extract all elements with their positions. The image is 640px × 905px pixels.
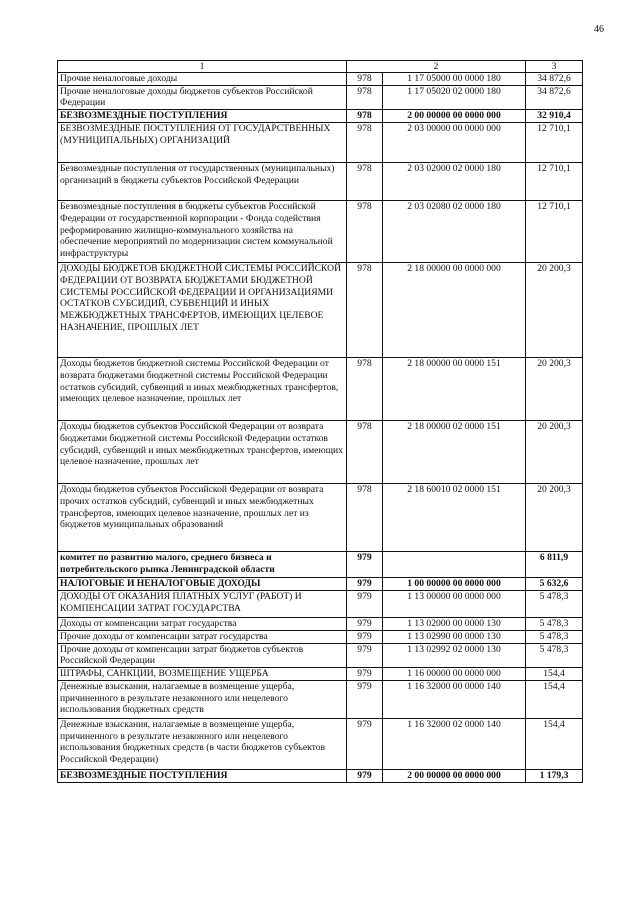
row-amount: 1 179,3 bbox=[526, 769, 583, 782]
header-col-2: 2 bbox=[347, 61, 526, 73]
row-name: БЕЗВОЗМЕЗДНЫЕ ПОСТУПЛЕНИЯ bbox=[58, 769, 347, 782]
row-admin-code: 979 bbox=[347, 552, 383, 578]
row-admin-code: 979 bbox=[347, 630, 383, 643]
row-name: Денежные взыскания, налагаемые в возмещение ущерба, причиненного в результате незаконного или нецелевого использования бюджетных средств (в части бюджетов субъектов Российской Федерации) bbox=[58, 718, 347, 769]
row-name: Прочие доходы от компенсации затрат бюджетов субъектов Российской Федерации bbox=[58, 643, 347, 667]
row-amount: 20 200,3 bbox=[526, 484, 583, 552]
row-amount: 5 478,3 bbox=[526, 630, 583, 643]
row-amount: 20 200,3 bbox=[526, 358, 583, 421]
row-name: Доходы бюджетов субъектов Российской Федерации от возврата бюджетами бюджетной системы Российской Федерации остатков субсидий, субвенций и иных межбюджетных трансфертов, имеющих целевое назначение, прошлых лет bbox=[58, 421, 347, 484]
row-amount: 20 200,3 bbox=[526, 263, 583, 358]
table-row bbox=[58, 163, 583, 201]
row-budget-code: 1 16 00000 00 0000 000 bbox=[383, 667, 526, 680]
row-budget-code: 2 03 00000 00 0000 000 bbox=[383, 123, 526, 163]
row-budget-code: 1 13 02000 00 0000 130 bbox=[383, 618, 526, 631]
row-admin-code: 978 bbox=[347, 110, 383, 123]
table-header-row bbox=[58, 61, 583, 73]
row-budget-code: 2 03 02000 02 0000 180 bbox=[383, 163, 526, 201]
row-admin-code: 979 bbox=[347, 578, 383, 591]
row-amount: 32 910,4 bbox=[526, 110, 583, 123]
row-budget-code: 1 16 32000 02 0000 140 bbox=[383, 718, 526, 769]
row-admin-code: 978 bbox=[347, 85, 383, 109]
row-amount: 5 478,3 bbox=[526, 643, 583, 667]
row-admin-code: 978 bbox=[347, 73, 383, 86]
row-budget-code: 2 03 02080 02 0000 180 bbox=[383, 201, 526, 263]
row-admin-code: 979 bbox=[347, 667, 383, 680]
row-budget-code: 2 18 00000 00 0000 000 bbox=[383, 263, 526, 358]
row-amount: 5 478,3 bbox=[526, 618, 583, 631]
table-row bbox=[58, 630, 583, 643]
row-budget-code: 1 13 00000 00 0000 000 bbox=[383, 591, 526, 618]
table-row bbox=[58, 201, 583, 263]
row-amount: 5 478,3 bbox=[526, 591, 583, 618]
table-row bbox=[58, 680, 583, 718]
row-admin-code: 979 bbox=[347, 680, 383, 718]
row-admin-code: 979 bbox=[347, 618, 383, 631]
table-row bbox=[58, 484, 583, 552]
row-budget-code: 2 18 00000 02 0000 151 bbox=[383, 421, 526, 484]
row-budget-code: 2 18 00000 00 0000 151 bbox=[383, 358, 526, 421]
row-name: Прочие доходы от компенсации затрат государства bbox=[58, 630, 347, 643]
row-name: Прочие неналоговые доходы бюджетов субъектов Российской Федерации bbox=[58, 85, 347, 109]
row-amount: 34 872,6 bbox=[526, 73, 583, 86]
row-budget-code: 1 17 05020 02 0000 180 bbox=[383, 85, 526, 109]
row-amount: 6 811,9 bbox=[526, 552, 583, 578]
row-admin-code: 978 bbox=[347, 421, 383, 484]
row-name: Безвозмездные поступления в бюджеты субъектов Российской Федерации от государственной корпорации - Фонда содействия реформированию жилищно-коммунального хозяйства на обеспечение мероприятий по модернизации систем коммунальной инфраструктуры bbox=[58, 201, 347, 263]
row-amount: 154,4 bbox=[526, 718, 583, 769]
row-admin-code: 978 bbox=[347, 123, 383, 163]
table-row bbox=[58, 263, 583, 358]
row-admin-code: 979 bbox=[347, 643, 383, 667]
table-row bbox=[58, 718, 583, 769]
row-name: БЕЗВОЗМЕЗДНЫЕ ПОСТУПЛЕНИЯ bbox=[58, 110, 347, 123]
row-name: ДОХОДЫ БЮДЖЕТОВ БЮДЖЕТНОЙ СИСТЕМЫ РОССИЙСКОЙ ФЕДЕРАЦИИ ОТ ВОЗВРАТА БЮДЖЕТАМИ БЮДЖЕТНОЙ СИСТЕМЫ РОССИЙСКОЙ ФЕДЕРАЦИИ И ОРГАНИЗАЦИЯМИ ОСТАТКОВ СУБСИДИЙ, СУБВЕНЦИЙ И ИНЫХ МЕЖБЮДЖЕТНЫХ ТРАНСФЕРТОВ, ИМЕЮЩИХ ЦЕЛЕВОЕ НАЗНАЧЕНИЕ, ПРОШЛЫХ ЛЕТ bbox=[58, 263, 347, 358]
row-admin-code: 978 bbox=[347, 263, 383, 358]
row-admin-code: 979 bbox=[347, 769, 383, 782]
row-amount: 20 200,3 bbox=[526, 421, 583, 484]
row-amount: 12 710,1 bbox=[526, 201, 583, 263]
row-budget-code: 1 16 32000 00 0000 140 bbox=[383, 680, 526, 718]
row-name: Прочие неналоговые доходы bbox=[58, 73, 347, 86]
row-amount: 34 872,6 bbox=[526, 85, 583, 109]
revenue-table-body bbox=[58, 61, 583, 783]
table-row bbox=[58, 123, 583, 163]
row-admin-code: 978 bbox=[347, 201, 383, 263]
row-amount: 12 710,1 bbox=[526, 163, 583, 201]
row-budget-code bbox=[383, 552, 526, 578]
row-budget-code: 1 13 02990 00 0000 130 bbox=[383, 630, 526, 643]
row-name: БЕЗВОЗМЕЗДНЫЕ ПОСТУПЛЕНИЯ ОТ ГОСУДАРСТВЕННЫХ (МУНИЦИПАЛЬНЫХ) ОРГАНИЗАЦИЙ bbox=[58, 123, 347, 163]
table-row bbox=[58, 618, 583, 631]
table-row bbox=[58, 578, 583, 591]
row-name: НАЛОГОВЫЕ И НЕНАЛОГОВЫЕ ДОХОДЫ bbox=[58, 578, 347, 591]
row-name: Доходы бюджетов субъектов Российской Федерации от возврата прочих остатков субсидий, субвенций и иных межбюджетных трансфертов, имеющих целевое назначение, прошлых лет из бюджетов муниципальных образований bbox=[58, 484, 347, 552]
row-admin-code: 978 bbox=[347, 163, 383, 201]
row-name: Доходы от компенсации затрат государства bbox=[58, 618, 347, 631]
revenue-table bbox=[57, 60, 583, 783]
row-name: Доходы бюджетов бюджетной системы Российской Федерации от возврата бюджетами бюджетной системы Российской Федерации остатков субсидий, субвенций и иных межбюджетных трансфертов, имеющих целевое назначение, прошлых лет bbox=[58, 358, 347, 421]
row-admin-code: 979 bbox=[347, 718, 383, 769]
table-row bbox=[58, 667, 583, 680]
row-name: ШТРАФЫ, САНКЦИИ, ВОЗМЕЩЕНИЕ УЩЕРБА bbox=[58, 667, 347, 680]
row-budget-code: 2 18 60010 02 0000 151 bbox=[383, 484, 526, 552]
table-row bbox=[58, 85, 583, 109]
header-col-1: 1 bbox=[58, 61, 347, 73]
row-name: Денежные взыскания, налагаемые в возмещение ущерба, причиненного в результате незаконного или нецелевого использования бюджетных средств bbox=[58, 680, 347, 718]
row-name: комитет по развитию малого, среднего бизнеса и потребительского рынка Ленинградской области bbox=[58, 552, 347, 578]
row-budget-code: 2 00 00000 00 0000 000 bbox=[383, 110, 526, 123]
row-admin-code: 978 bbox=[347, 484, 383, 552]
row-name: ДОХОДЫ ОТ ОКАЗАНИЯ ПЛАТНЫХ УСЛУГ (РАБОТ) И КОМПЕНСАЦИИ ЗАТРАТ ГОСУДАРСТВА bbox=[58, 591, 347, 618]
table-row bbox=[58, 421, 583, 484]
row-name: Безвозмездные поступления от государственных (муниципальных) организаций в бюджеты субъектов Российской Федерации bbox=[58, 163, 347, 201]
row-amount: 154,4 bbox=[526, 667, 583, 680]
row-budget-code: 1 13 02992 02 0000 130 bbox=[383, 643, 526, 667]
row-amount: 154,4 bbox=[526, 680, 583, 718]
row-budget-code: 1 00 00000 00 0000 000 bbox=[383, 578, 526, 591]
table-row bbox=[58, 358, 583, 421]
table-row bbox=[58, 591, 583, 618]
row-admin-code: 979 bbox=[347, 591, 383, 618]
row-amount: 12 710,1 bbox=[526, 123, 583, 163]
header-col-3: 3 bbox=[526, 61, 583, 73]
row-amount: 5 632,6 bbox=[526, 578, 583, 591]
table-row bbox=[58, 769, 583, 782]
table-row bbox=[58, 110, 583, 123]
page-number: 46 bbox=[594, 24, 604, 35]
table-row bbox=[58, 643, 583, 667]
table-row bbox=[58, 73, 583, 86]
row-budget-code: 1 17 05000 00 0000 180 bbox=[383, 73, 526, 86]
row-admin-code: 978 bbox=[347, 358, 383, 421]
row-budget-code: 2 00 00000 00 0000 000 bbox=[383, 769, 526, 782]
table-row bbox=[58, 552, 583, 578]
